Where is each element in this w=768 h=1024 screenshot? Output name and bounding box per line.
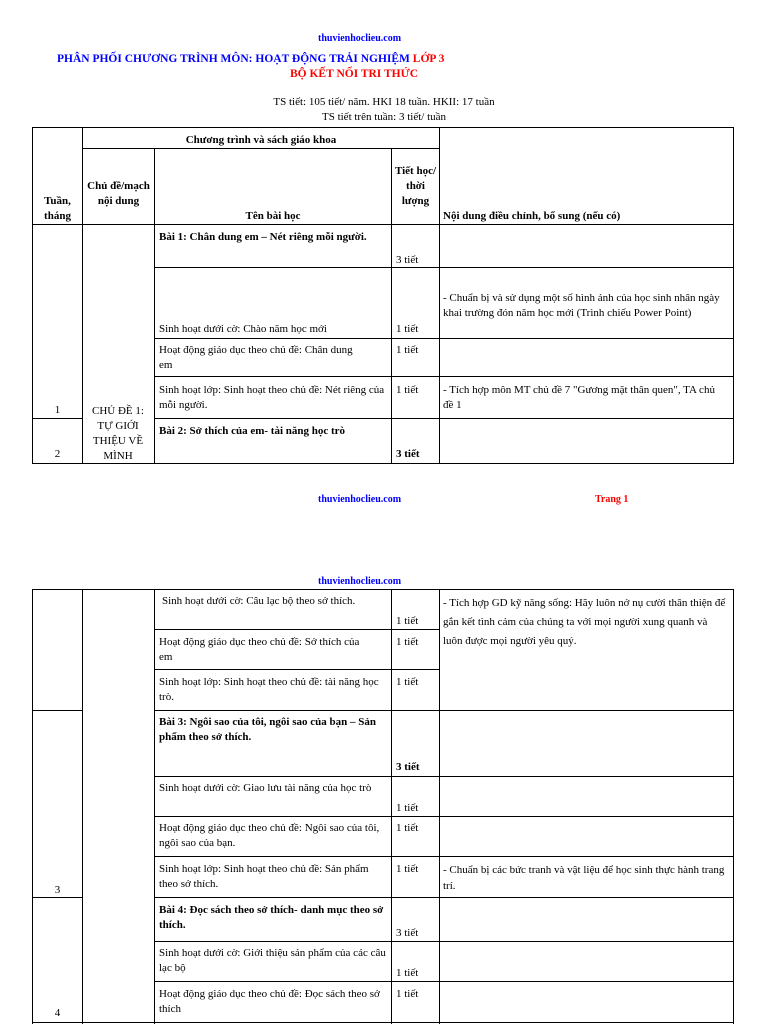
- lesson-note: - Chuẩn bị các bức tranh và vật liệu để học sinh thực hành trang trí.: [443, 864, 725, 892]
- lesson-periods: 1 tiết: [396, 802, 419, 814]
- lesson-note: - Tích hợp GD kỹ năng sống: Hãy luôn nở nụ cười thân thiện để gắn kết tình cảm của chúng ta với mọi người xung quanh và luôn được mọi người yêu quý.: [443, 597, 726, 647]
- lesson-title: Bài 1: Chân dung em – Nét riêng mỗi người.: [159, 231, 367, 243]
- site-watermark-top: thuvienhoclieu.com: [318, 33, 402, 44]
- lesson-activity: Sinh hoạt dưới cờ: Giao lưu tài năng của học trò: [159, 782, 372, 794]
- ts-line-1: TS tiết: 105 tiết/ năm. HKI 18 tuần. HKII: 17 tuần: [273, 96, 495, 108]
- lesson-activity: Sinh hoạt dưới cờ: Chào năm học mới: [159, 323, 327, 335]
- lesson-activity: Hoạt động giáo dục theo chủ đề: Ngôi sao của tôi, ngôi sao của bạn.: [159, 822, 380, 849]
- lesson-periods: 1 tiết: [396, 863, 419, 875]
- header-notes: Nội dung điều chỉnh, bổ sung (nếu có): [443, 210, 621, 222]
- document-title: [57, 53, 444, 65]
- title-main: PHÂN PHỐI CHƯƠNG TRÌNH MÔN: HOẠT ĐỘNG TRẢI NGHIỆM: [57, 53, 410, 65]
- lesson-periods: 1 tiết: [396, 636, 419, 648]
- document-subtitle: BỘ KẾT NỐI TRI THỨC: [290, 68, 419, 80]
- lesson-periods: 1 tiết: [396, 967, 419, 979]
- site-watermark-top: thuvienhoclieu.com: [318, 576, 402, 587]
- week-number: 1: [54, 404, 61, 416]
- lesson-periods: 1 tiết: [396, 615, 419, 627]
- page-number: Trang 1: [595, 494, 629, 505]
- lesson-activity: Sinh hoạt dưới cờ: Giới thiệu sản phẩm của các câu lạc bộ: [159, 947, 386, 974]
- lesson-periods: 1 tiết: [396, 384, 419, 396]
- lesson-periods: 3 tiết: [396, 761, 420, 773]
- lesson-activity: Sinh hoạt lớp: Sinh hoạt theo chủ đề: Sản phẩm theo sở thích.: [159, 863, 369, 890]
- lesson-periods: 3 tiết: [396, 448, 420, 460]
- header-program: Chương trình và sách giáo khoa: [185, 134, 337, 146]
- lesson-periods: 1 tiết: [396, 344, 419, 356]
- topic-label: CHỦ ĐỀ 1: TỰ GIỚI THIỆU VỀ MÌNH: [92, 405, 144, 462]
- ts-line-2: TS tiết trên tuần: 3 tiết/ tuần: [321, 111, 447, 123]
- header-lesson: Tên bài học: [245, 210, 301, 222]
- header-topic: Chủ đề/mạch nội dung: [87, 180, 150, 207]
- week-number: 4: [54, 1007, 61, 1019]
- lesson-periods: 1 tiết: [396, 323, 419, 335]
- footer-site: thuvienhoclieu.com: [318, 494, 402, 505]
- lesson-title: Bài 4: Đọc sách theo sở thích- danh mục theo sở thích.: [159, 904, 384, 931]
- lesson-periods: 1 tiết: [396, 822, 419, 834]
- week-number: 3: [54, 884, 61, 896]
- title-grade: LỚP 3: [412, 53, 445, 65]
- lesson-activity: Hoạt động giáo dục theo chủ đề: Đọc sách theo sở thích: [159, 988, 380, 1015]
- lesson-periods: 3 tiết: [396, 254, 419, 266]
- header-week: Tuần, tháng: [44, 195, 71, 222]
- lesson-activity: Sinh hoạt dưới cờ: Câu lạc bộ theo sở thích.: [162, 595, 356, 607]
- lesson-title: Bài 2: Sở thích của em- tài năng học trò: [159, 425, 346, 437]
- lesson-periods: 1 tiết: [396, 988, 419, 1000]
- lesson-note: - Chuẩn bị và sử dụng một số hình ảnh của học sinh nhân ngày khai trường đón năm học mới (Trình chiếu Power Point): [443, 292, 720, 319]
- header-periods: Tiết học/ thời lượng: [394, 165, 437, 207]
- lesson-activity: Hoạt động giáo dục theo chủ đề: Sở thích của em: [159, 636, 360, 663]
- lesson-periods: 1 tiết: [396, 676, 419, 688]
- week-number: 2: [54, 448, 61, 460]
- lesson-activity: Hoạt động giáo dục theo chủ đề: Chân dung em: [159, 344, 353, 371]
- lesson-activity: Sinh hoạt lớp: Sinh hoạt theo chủ đề: Nét riêng của mỗi người.: [159, 384, 385, 411]
- lesson-note: - Tích hợp môn MT chủ đề 7 "Gương mặt thân quen", TA chủ đề 1: [443, 384, 715, 411]
- lesson-title: Bài 3: Ngôi sao của tôi, ngôi sao của bạn – Sản phẩm theo sở thích.: [159, 716, 376, 743]
- lesson-activity: Sinh hoạt lớp: Sinh hoạt theo chủ đề: tài năng học trò.: [159, 676, 379, 703]
- lesson-periods: 3 tiết: [396, 927, 419, 939]
